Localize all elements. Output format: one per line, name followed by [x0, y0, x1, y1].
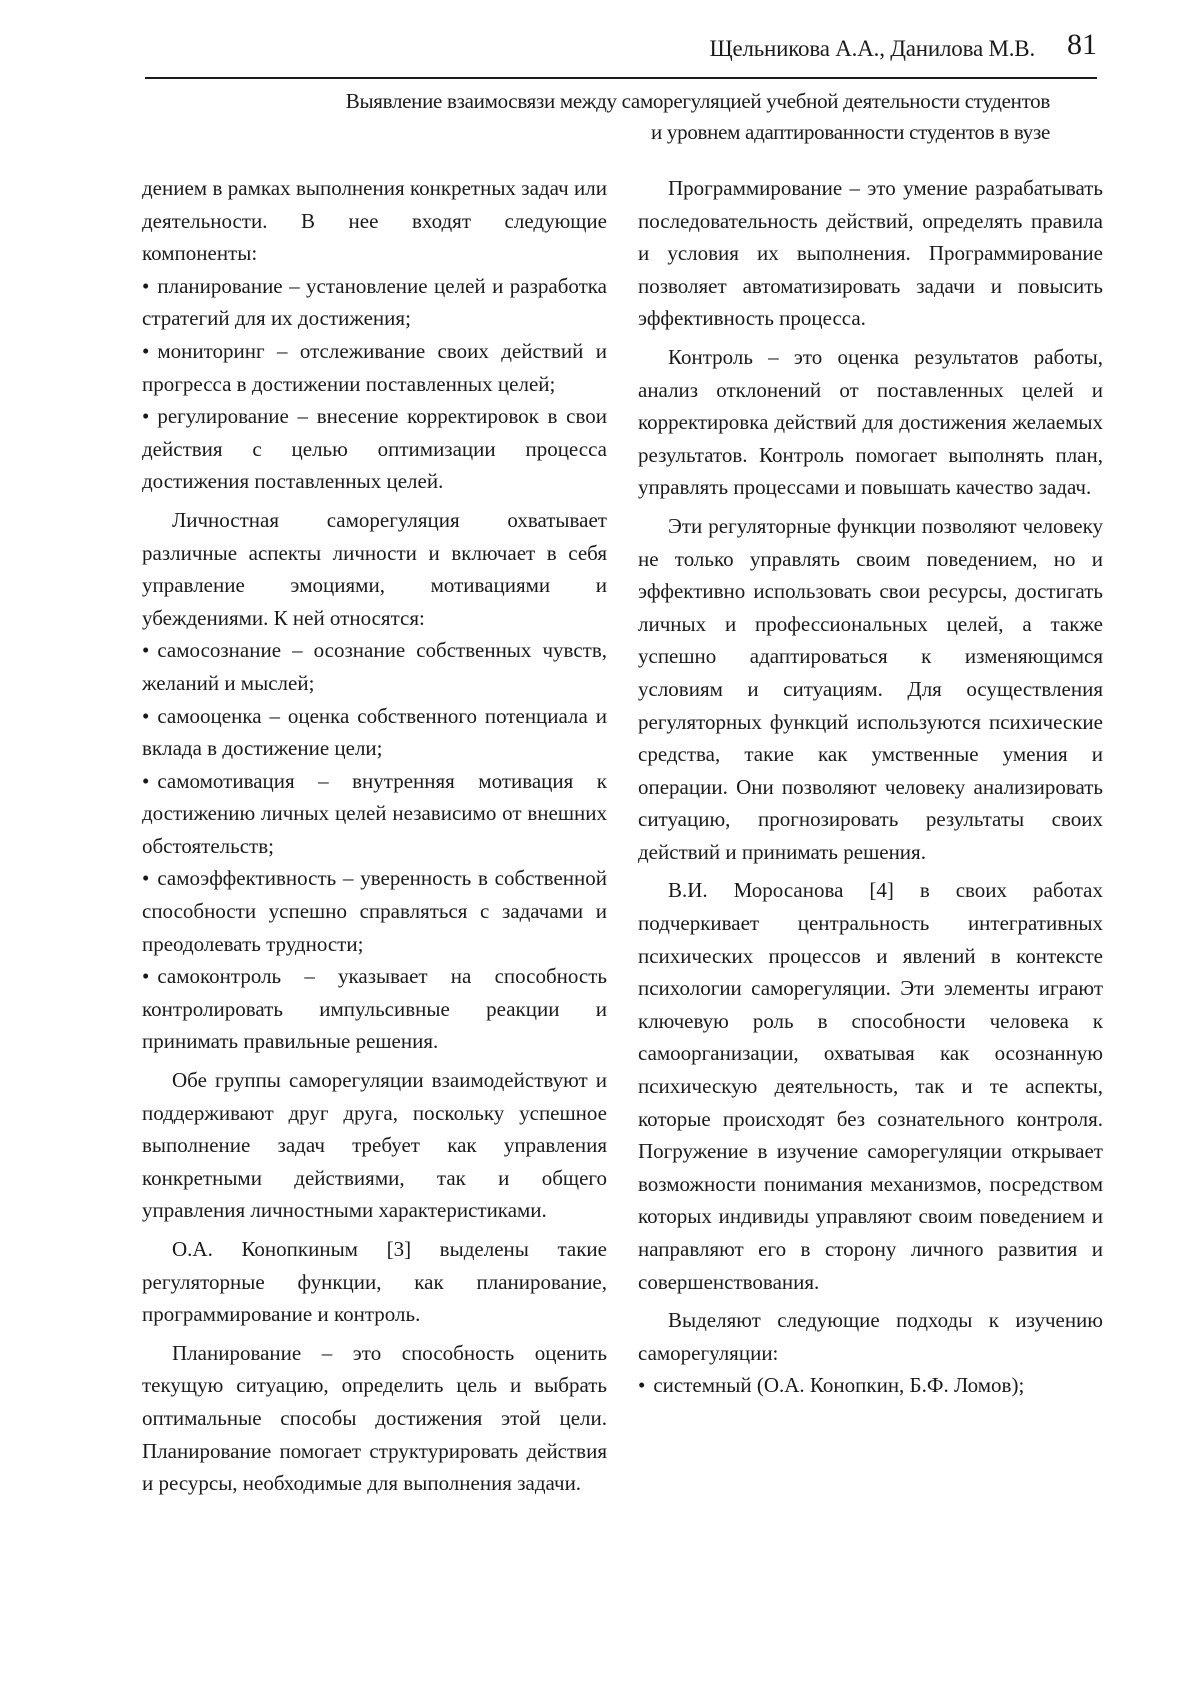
paragraph: О.А. Конопкиным [3] выделены такие регуляторные функции, как планирование, программирование и контроль.	[142, 1237, 607, 1327]
paragraph: Личностная саморегуляция охватывает различные аспекты личности и включает в себя управление эмоциями, мотивациями и убеждениями. К ней относятся:	[142, 507, 607, 630]
paragraph: Обе группы саморегуляции взаимодействуют и поддерживают друг друга, поскольку успешное выполнение задач требует как управления конкретными действиями, так и общего управления личностными характеристиками.	[142, 1068, 607, 1223]
list-item: • планирование – установление целей и разработка стратегий для их достижения;	[142, 270, 607, 335]
list-item: • самоконтроль – указывает на способность контролировать импульсивные реакции и принимать правильные решения.	[142, 960, 607, 1058]
header-authors: Щельникова А.А., Данилова М.В.	[709, 36, 1035, 61]
right-column	[638, 172, 1103, 1402]
header-rule	[145, 77, 1097, 79]
paragraph: Программирование – это умение разрабатывать последовательность действий, определять правила и условия их выполнения. Программирование позволяет автоматизировать задачи и повысить эффективность процесса.	[638, 176, 1103, 331]
paragraph: Планирование – это способность оценить текущую ситуацию, определить цель и выбрать оптимальные способы достижения этой цели. Планирование помогает структурировать действия и ресурсы, необходимые для выполнения задачи.	[142, 1340, 607, 1496]
paragraph: Выделяют следующие подходы к изучению саморегуляции:	[638, 1308, 1103, 1365]
list-item: • мониторинг – отслеживание своих действий и прогресса в достижении поставленных целей;	[142, 335, 607, 400]
paragraph: Эти регуляторные функции позволяют человеку не только управлять своим поведением, но и эффективно использовать свои ресурсы, достигать личных и профессиональных целей, а также успешно адаптироваться к изменяющимся условиям и ситуациям. Для осуществления регуляторных функций используются психические средства, такие как умственные умения и операции. Они позволяют человеку анализировать ситуацию, прогнозировать результаты своих действий и принимать решения.	[638, 513, 1103, 864]
paragraph: В.И. Моросанова [4] в своих работах подчеркивает центральность интегративных психических процессов и явлений в контексте психологии саморегуляции. Эти элементы играют ключевую роль в способности человека к самоорганизации, охватывая как осознанную психическую деятельность, так и те аспекты, которые происходят без сознательного контроля. Погружение в изучение саморегуляции открывает возможности понимания механизмов, посредством которых индивиды управляют своим поведением и направляют его в сторону личного развития и совершенствования.	[638, 878, 1103, 1294]
list-item: • системный (О.А. Конопкин, Б.Ф. Ломов);	[638, 1369, 1103, 1402]
list-item: • самосознание – осознание собственных чувств, желаний и мыслей;	[142, 634, 607, 699]
list-item: • самомотивация – внутренняя мотивация к достижению личных целей независимо от внешних обстоятельств;	[142, 765, 607, 863]
page-number: 81	[1067, 28, 1097, 61]
list-item: • регулирование – внесение корректировок в свои действия с целью оптимизации процесса достижения поставленных целей.	[142, 400, 607, 498]
article-title	[150, 86, 1050, 148]
article-title-line-2: и уровнем адаптированности студентов в вузе	[651, 120, 1050, 144]
article-title-line-1: Выявление взаимосвязи между саморегуляцией учебной деятельности студентов	[345, 89, 1050, 113]
paragraph: дением в рамках выполнения конкретных задач или деятельности. В нее входят следующие компоненты:	[142, 176, 607, 266]
left-column	[142, 172, 607, 1500]
running-header	[145, 26, 1097, 78]
list-item: • самооценка – оценка собственного потенциала и вклада в достижение цели;	[142, 700, 607, 765]
paragraph: Контроль – это оценка результатов работы, анализ отклонений от поставленных целей и корректировка действий для достижения желаемых результатов. Контроль помогает выполнять план, управлять процессами и повышать качество задач.	[638, 344, 1103, 500]
list-item: • самоэффективность – уверенность в собственной способности успешно справляться с задачами и преодолевать трудности;	[142, 862, 607, 960]
